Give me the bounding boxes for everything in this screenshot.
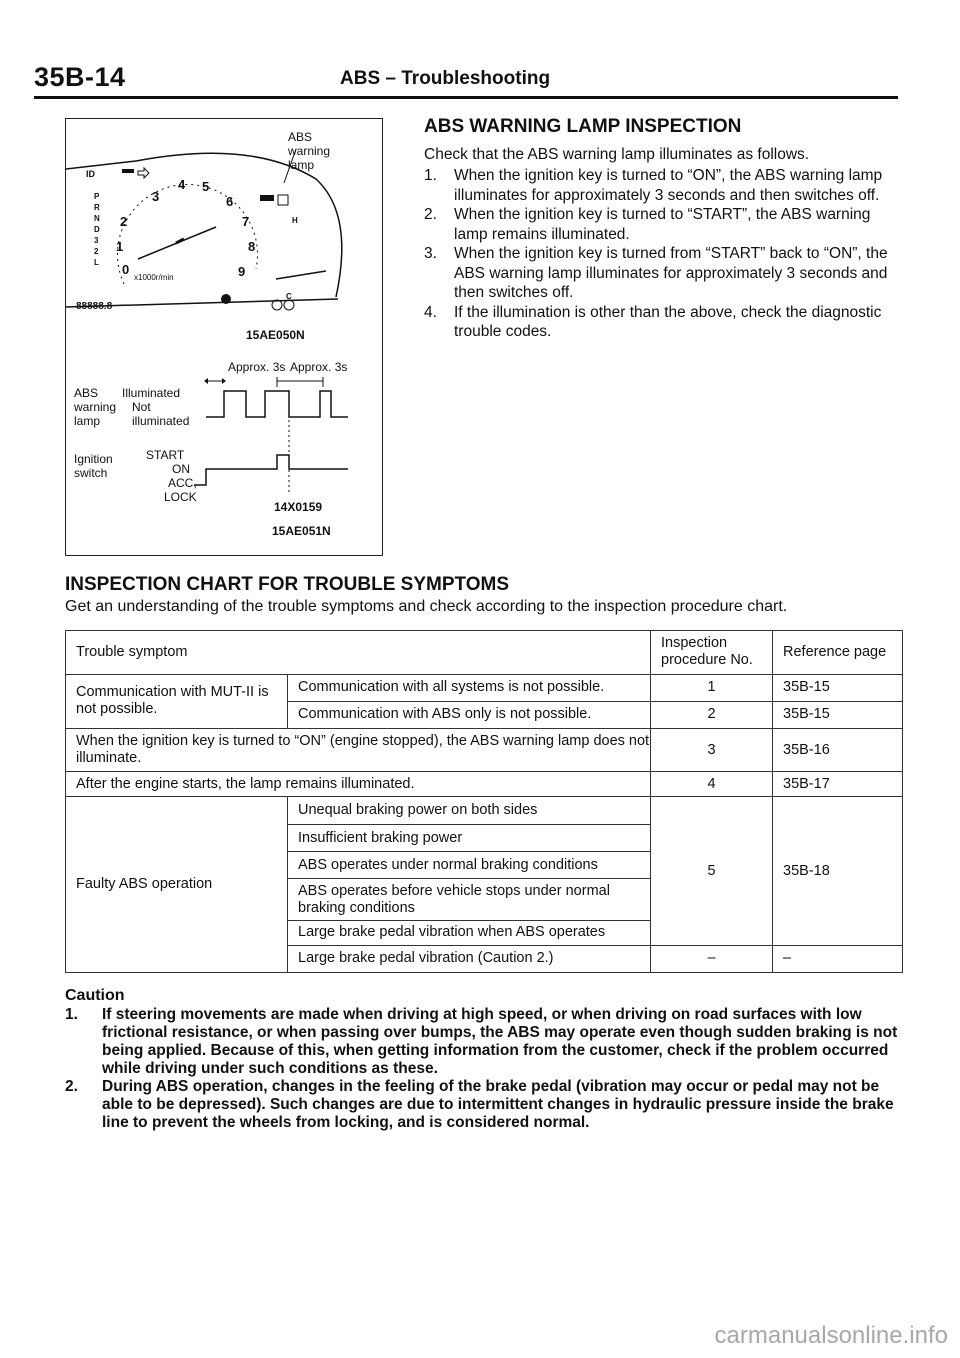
- symptom-cell: Large brake pedal vibration (Caution 2.): [288, 945, 651, 972]
- table-header-row: [66, 631, 903, 675]
- brake-lamp-icon: [260, 195, 274, 201]
- symptom-cell: When the ignition key is turned to “ON” (engine stopped), the ABS warning lamp does not illuminate.: [66, 728, 651, 772]
- abs-warning-lamp-icon: [221, 294, 231, 304]
- header-reference: Reference page: [773, 631, 903, 675]
- header-symptom: Trouble symptom: [66, 631, 651, 675]
- dial-2: 2: [120, 214, 128, 229]
- gear-p: P: [94, 192, 100, 201]
- cruise-indicator-icon: [122, 169, 134, 173]
- figure-box: [65, 118, 383, 556]
- dial-4: 4: [178, 177, 186, 192]
- figure-code-timing: 14X0159: [274, 500, 323, 514]
- procedure-cell: 3: [651, 728, 773, 772]
- step-number: 1.: [424, 167, 437, 184]
- callout-line-2: warning: [288, 144, 331, 158]
- gear-r: R: [94, 203, 100, 212]
- start-label: START: [146, 448, 185, 462]
- procedure-cell: 4: [651, 772, 773, 797]
- step-text: When the ignition key is turned from “START” back to “ON”, the ABS warning lamp illuminates for approximately 3 seconds and then switches off.: [454, 245, 888, 301]
- procedure-cell: 5: [651, 797, 773, 946]
- dial-1: 1: [116, 239, 124, 254]
- not-illuminated-label: illuminated: [132, 414, 190, 428]
- procedure-cell: 2: [651, 701, 773, 728]
- lamp-step: [424, 303, 902, 342]
- symptom-cell: Unequal braking power on both sides: [288, 797, 651, 825]
- ignition-waveform: [194, 455, 348, 485]
- lamp-step: [424, 244, 902, 303]
- gear-3: 3: [94, 236, 99, 245]
- header-procedure: Inspection procedure No.: [651, 631, 773, 675]
- caution-item: [65, 1006, 903, 1078]
- svg-text:ID: ID: [86, 169, 95, 179]
- reference-cell: 35B-17: [773, 772, 903, 797]
- figure-diagram: [66, 119, 384, 557]
- dial-7: 7: [242, 214, 250, 229]
- lamp-step: [424, 166, 902, 205]
- turn-signal-icon: [138, 168, 149, 178]
- gear-d: D: [94, 225, 100, 234]
- symptom-cell: Communication with all systems is not possible.: [288, 674, 651, 701]
- step-text: When the ignition key is turned to “START”, the ABS warning lamp remains illuminated.: [454, 206, 871, 243]
- procedure-cell: 1: [651, 674, 773, 701]
- caution-text: If steering movements are made when driving at high speed, or when driving on road surfaces with low frictional resistance, or when passing over bumps, the ABS may operate even though sudden braking is not being applied. Because of this, when getting information from the customer, check if the problem occurred while driving under such conditions as these.: [102, 1006, 898, 1077]
- step-number: 4.: [424, 303, 437, 321]
- approx-label-2: Approx. 3s: [290, 360, 348, 374]
- lamp-axis-2: warning: [74, 400, 117, 414]
- not-label: Not: [132, 400, 151, 414]
- dial-6: 6: [226, 194, 234, 209]
- gear-l: L: [94, 258, 99, 267]
- step-text: When the ignition key is turned to “ON”, the ABS warning lamp illuminates for approximately 3 seconds and then switches off.: [454, 167, 883, 204]
- lamp-axis-3: lamp: [74, 414, 101, 428]
- gear-2: 2: [94, 247, 99, 256]
- temp-cold: C: [286, 292, 292, 301]
- dial-0: 0: [122, 262, 130, 277]
- caution-number: 2.: [65, 1078, 78, 1095]
- dial-9: 9: [238, 264, 246, 279]
- caution-number: 1.: [65, 1006, 78, 1023]
- symptom-cell: ABS operates under normal braking conditions: [288, 852, 651, 879]
- lamp-section-intro: Check that the ABS warning lamp illuminates as follows.: [424, 146, 810, 163]
- symptom-cell: After the engine starts, the lamp remains illuminated.: [66, 772, 651, 797]
- temp-hot: H: [292, 216, 298, 225]
- chart-section-title: INSPECTION CHART FOR TROUBLE SYMPTOMS: [65, 574, 510, 595]
- table-row: [66, 674, 903, 701]
- running-title: ABS – Troubleshooting: [340, 68, 551, 89]
- auto-lock-icon: [278, 195, 288, 205]
- symptom-cell: ABS operates before vehicle stops under normal braking conditions: [288, 879, 651, 921]
- reference-cell: 35B-15: [773, 701, 903, 728]
- table-row: [66, 772, 903, 797]
- figure-code-cluster: 15AE050N: [246, 328, 305, 342]
- timing-diagram: [73, 360, 348, 538]
- figure-code-timing-2: 15AE051N: [272, 524, 331, 538]
- on-label: ON: [172, 462, 190, 476]
- dial-3: 3: [152, 189, 160, 204]
- faulty-group-cell: Faulty ABS operation: [66, 797, 288, 973]
- reference-cell: 35B-18: [773, 797, 903, 946]
- lamp-steps: [424, 166, 902, 342]
- step-number: 2.: [424, 206, 437, 223]
- approx-label-1: Approx. 3s: [228, 360, 286, 374]
- illuminated-label: Illuminated: [122, 386, 181, 400]
- reference-cell: 35B-15: [773, 674, 903, 701]
- lamp-axis-1: ABS: [74, 386, 99, 400]
- lock-label: LOCK: [164, 490, 197, 504]
- page-number: 35B-14: [34, 62, 126, 92]
- reference-cell: –: [773, 945, 903, 972]
- caution-list: [65, 1006, 903, 1132]
- lamp-waveform: [206, 391, 348, 417]
- symptom-cell: Large brake pedal vibration when ABS operates: [288, 920, 651, 945]
- caution-item: [65, 1078, 903, 1132]
- comm-group-cell: Communication with MUT-II is not possible.: [66, 674, 288, 728]
- rpm-unit: x1000r/min: [134, 273, 174, 282]
- lamp-section-title: ABS WARNING LAMP INSPECTION: [424, 116, 742, 137]
- odometer: 88888.8: [76, 301, 113, 312]
- symptom-cell: Communication with ABS only is not possible.: [288, 701, 651, 728]
- trouble-symptom-table: [65, 630, 903, 973]
- step-number: 3.: [424, 245, 437, 262]
- ignition-axis-2: switch: [74, 466, 108, 480]
- lamp-circle-2: [284, 300, 294, 310]
- callout-line-3: lamp: [288, 158, 315, 172]
- ignition-axis-1: Ignition: [74, 452, 113, 466]
- procedure-cell: –: [651, 945, 773, 972]
- step-text: If the illumination is other than the above, check the diagnostic trouble codes.: [454, 303, 882, 340]
- dial-5: 5: [202, 179, 210, 194]
- table-row: [66, 728, 903, 772]
- temp-needle: [276, 271, 326, 279]
- table-row: [66, 797, 903, 825]
- caution-text: During ABS operation, changes in the feeling of the brake pedal (vibration may occur or pedal may not be able to be depressed). Such changes are due to intermittent changes in hydraulic pressure inside the brake line to prevent the wheels from locking, and is considered normal.: [102, 1078, 894, 1131]
- header-rule: [34, 96, 898, 99]
- callout-line-1: ABS: [288, 130, 313, 144]
- lamp-step: [424, 205, 902, 244]
- caution-title: Caution: [65, 987, 125, 1004]
- watermark: carmanualsonline.info: [714, 1322, 948, 1349]
- chart-section-intro: Get an understanding of the trouble symptoms and check according to the inspection procedure chart.: [65, 598, 788, 615]
- reference-cell: 35B-16: [773, 728, 903, 772]
- instrument-cluster-illustration: [66, 130, 342, 342]
- acc-label: ACC,: [168, 476, 197, 490]
- gear-n: N: [94, 214, 100, 223]
- symptom-cell: Insufficient braking power: [288, 825, 651, 852]
- dial-8: 8: [248, 239, 256, 254]
